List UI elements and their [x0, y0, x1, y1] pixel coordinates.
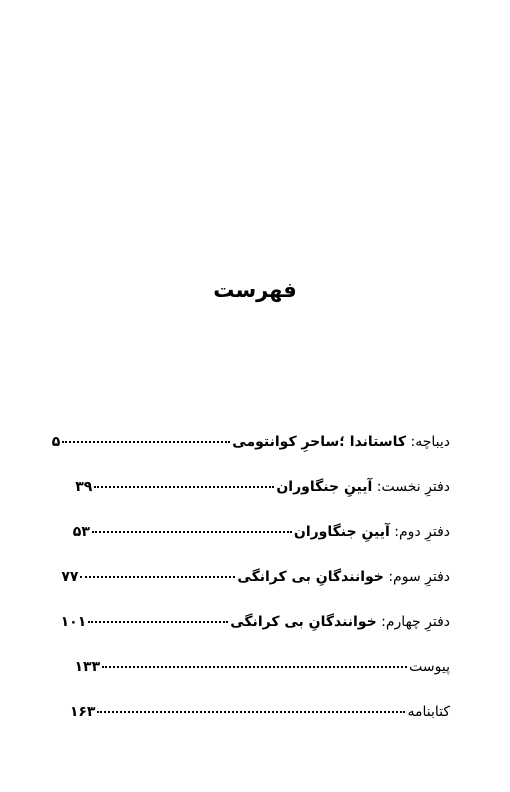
dot-leader: [94, 485, 274, 488]
toc-entry: [58, 524, 450, 569]
entry-title: خوانندگانِ بی کرانگی: [237, 569, 384, 585]
toc-entry: [58, 569, 450, 614]
toc-title: فهرست: [213, 278, 297, 302]
entry-label: [276, 479, 450, 495]
toc-entry: [58, 479, 450, 524]
entry-label: [409, 659, 450, 675]
entry-label: [294, 524, 450, 540]
entry-prefix: دیباچه:: [406, 434, 450, 450]
entry-label: [232, 434, 450, 450]
entry-prefix: دفترِ دوم:: [389, 524, 450, 540]
entry-title: آیینِ جنگاوران: [293, 524, 390, 540]
page-number: ۱۰۱: [60, 614, 87, 630]
entry-prefix: دفترِ چهارم:: [376, 614, 450, 630]
toc-entry: [51, 434, 450, 479]
entry-title: خوانندگانِ بی کرانگی: [230, 614, 377, 630]
entry-title: پیوست: [409, 659, 450, 675]
dot-leader: [92, 530, 292, 533]
page-number: ۵: [51, 434, 61, 450]
page-number: ۳۹: [75, 479, 93, 495]
entry-prefix: دفترِ سوم:: [383, 569, 450, 585]
entry-title: آیینِ جنگاوران: [276, 479, 373, 495]
dot-leader: [62, 440, 230, 443]
page-number: ۱۶۳: [69, 704, 96, 720]
entry-title: کتابنامه: [407, 704, 450, 720]
entry-prefix: دفترِ نخست:: [372, 479, 450, 495]
toc-entry: [58, 704, 450, 749]
entry-label: [407, 704, 450, 720]
page-number: ۵۳: [72, 524, 90, 540]
entry-label: [230, 614, 450, 630]
entry-title: کاستاندا ؛ساحرِ کوانتومی: [232, 434, 407, 450]
page-number: ۱۳۳: [74, 659, 101, 675]
dot-leader: [97, 710, 405, 713]
dot-leader: [80, 575, 235, 578]
toc-entry: [58, 614, 450, 659]
toc-entry: [58, 659, 450, 704]
toc-list: [51, 434, 450, 749]
entry-label: [237, 569, 450, 585]
page-number: ۷۷: [61, 569, 79, 585]
dot-leader: [102, 665, 407, 668]
dot-leader: [88, 620, 228, 623]
